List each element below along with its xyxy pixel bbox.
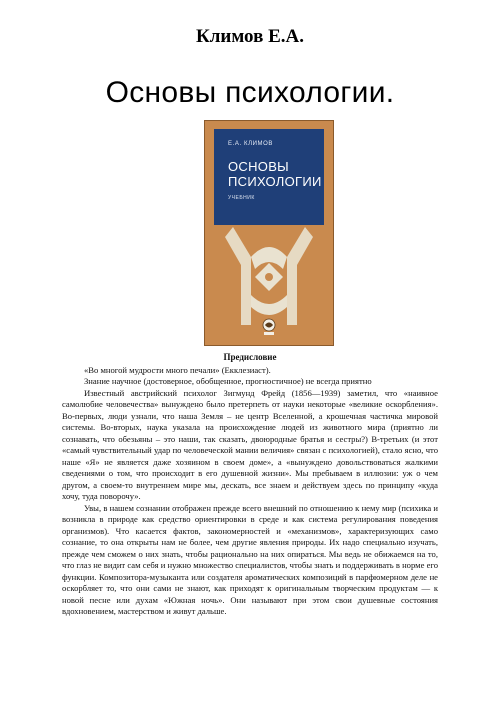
cover-title-line1: ОСНОВЫ xyxy=(228,159,289,174)
cover-author: Е.А. КЛИМОВ xyxy=(228,141,274,147)
epigraph: «Во многой мудрости много печали» (Екклезиаст). xyxy=(84,364,271,375)
document-title: Основы психологии. xyxy=(105,76,395,109)
cover-title xyxy=(228,159,322,189)
paragraph: Знание научное (достоверное, обобщенное, прогностичное) не всегда приятно xyxy=(84,376,372,386)
paragraph: Увы, в нашем сознании отображен прежде всего внешний по отношению к нему мир (психика и возникла в природе как средство ориентировки в среде и как система регулирования поведения организмов). Что касается фактов, закономерностей и «механизмов», характеризующих само сознание, то она открыты нам не более, чем другие явления природы. Их надо специально изучать, прежде чем сможем о них знать, чтобы рационально на них опираться. Мы ведь не обижаемся на то, что глаз не видит сам себя и нужно множество специалистов, чтобы знать и поддерживать в норме его функции. Композитора-музыканта или создателя ароматических композиций в парфюмерном деле не оскорбляет то, что они сами не знают, как приходят к оригинальным творческим продуктам — к новой песне или духам «Южная ночь». Они называют при этом свои душевные состояния вдохновением, мастерством и живут дальше. xyxy=(62,502,438,616)
preface-text xyxy=(62,352,438,618)
publisher-logo-icon xyxy=(260,317,278,337)
cover-title-panel xyxy=(214,129,324,225)
document-author: Климов Е.А. xyxy=(195,26,304,47)
book-cover-image xyxy=(204,120,334,346)
paragraph: Известный австрийский психолог Зигмунд Фрейд (1856—1939) заметил, что «наивное самолюбие человечества» вынуждено было претерпеть от науки некоторые «великие оскорбления». Во-первых, люди узнали, что наша Земля – не центр Вселенной, а крошечная частичка мировой системы. Во-вторых, наука указала на происхождение людей из животного мира (приятно ли сознавать, что обезьяны – это наши, так сказать, двоюродные братья и сестры?) В-третьих (и этот «самый чувствительный удар по человеческой мании величия» связан с психологией), стало ясно, что наше «Я» не является даже хозяином в своем доме», а «вынуждено довольствоваться жалкими сведениями о том, что происходит в его душевной жизни». Мы пребываем в иллюзии: уж о чем другом, а своем-то внутреннем мире мы, дескать, все знаем и действуем здесь по принципу «куда хочу, туда поворочу». xyxy=(62,387,438,501)
cover-title-line2: ПСИХОЛОГИИ xyxy=(228,174,322,189)
cover-subtitle: УЧЕБНИК xyxy=(228,195,255,201)
preface-heading: Предисловие xyxy=(223,352,277,362)
